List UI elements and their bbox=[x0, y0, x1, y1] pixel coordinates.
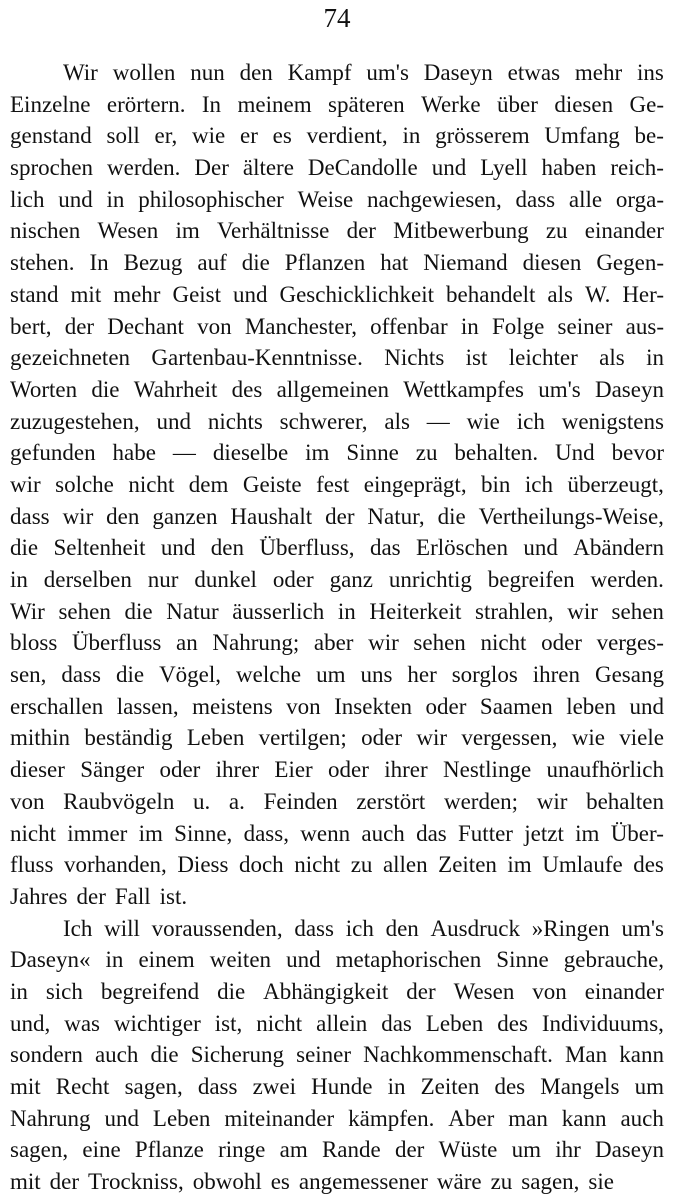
page-number: 74 bbox=[323, 3, 351, 33]
text-line: sprochen werden. Der ältere DeCandolle und Lyell haben reich- bbox=[10, 155, 664, 181]
text-line: nicht immer im Sinne, dass, wenn auch das Futter jetzt im Über- bbox=[10, 820, 664, 846]
text-line: bert, der Dechant von Manchester, offenbar in Folge seiner aus- bbox=[10, 313, 664, 339]
text-line: und, was wichtiger ist, nicht allein das Leben des Individuums, bbox=[10, 1010, 664, 1036]
text-line: in derselben nur dunkel oder ganz unrichtig begreifen werden. bbox=[10, 567, 664, 592]
text-line: Wir wollen nun den Kampf um's Daseyn etwas mehr ins bbox=[63, 60, 664, 85]
text-line: Ich will voraussenden, dass ich den Ausdruck »Ringen um's bbox=[63, 915, 664, 941]
text-line: dieser Sänger oder ihrer Eier oder ihrer Nestlinge unaufhörlich bbox=[10, 757, 664, 783]
text-line: die Seltenheit und den Überfluss, das Erlöschen und Abändern bbox=[10, 535, 664, 561]
text-line: lich und in philosophischer Weise nachgewiesen, dass alle orga- bbox=[10, 186, 664, 212]
text-line: Wir sehen die Natur äusserlich in Heiterkeit strahlen, wir sehen bbox=[10, 598, 664, 624]
text-line: wir solche nicht dem Geiste fest eingeprägt, bin ich überzeugt, bbox=[10, 471, 664, 497]
text-line: fluss vorhanden, Diess doch nicht zu allen Zeiten im Umlaufe des bbox=[10, 852, 664, 878]
paragraph bbox=[10, 913, 664, 1198]
text-line: mit Recht sagen, dass zwei Hunde in Zeiten des Mangels um bbox=[10, 1074, 664, 1099]
text-line: gezeichneten Gartenbau-Kenntnisse. Nichts ist leichter als in bbox=[10, 345, 664, 371]
text-line: bloss Überfluss an Nahrung; aber wir sehen nicht oder verges- bbox=[10, 630, 664, 656]
text-line: Einzelne erörtern. In meinem späteren Werke über diesen Ge- bbox=[10, 91, 664, 117]
text-line: in sich begreifend die Abhängigkeit der Wesen von einander bbox=[10, 978, 664, 1004]
body-text bbox=[10, 57, 664, 1198]
text-line: stand mit mehr Geist und Geschicklichkeit behandelt als W. Her- bbox=[10, 281, 664, 307]
text-line: von Raubvögeln u. a. Feinden zerstört werden; wir behalten bbox=[10, 788, 664, 814]
text-line: mit der Trockniss, obwohl es angemessener wäre zu sagen, sie bbox=[10, 1169, 614, 1195]
text-line: sagen, eine Pflanze ringe am Rande der Wüste um ihr Daseyn bbox=[10, 1137, 664, 1163]
text-line: gefunden habe — dieselbe im Sinne zu behalten. Und bevor bbox=[10, 440, 664, 466]
text-line: sen, dass die Vögel, welche um uns her sorglos ihren Gesang bbox=[10, 662, 664, 688]
text-line: nischen Wesen im Verhältnisse der Mitbewerbung zu einander bbox=[10, 218, 664, 244]
text-line: stehen. In Bezug auf die Pflanzen hat Niemand diesen Gegen- bbox=[10, 250, 664, 276]
text-line: Jahres der Fall ist. bbox=[10, 883, 188, 909]
text-line: sondern auch die Sicherung seiner Nachkommenschaft. Man kann bbox=[10, 1042, 664, 1068]
text-line: Nahrung und Leben miteinander kämpfen. Aber man kann auch bbox=[10, 1105, 664, 1131]
text-line: mithin beständig Leben vertilgen; oder wir vergessen, wie viele bbox=[10, 725, 664, 751]
text-line: dass wir den ganzen Haushalt der Natur, die Vertheilungs-Weise, bbox=[10, 503, 664, 529]
text-line: Worten die Wahrheit des allgemeinen Wettkampfes um's Daseyn bbox=[10, 376, 664, 402]
text-line: zuzugestehen, und nichts schwerer, als — wie ich wenigstens bbox=[10, 408, 664, 434]
paragraph bbox=[10, 57, 664, 913]
text-line: genstand soll er, wie er es verdient, in grösserem Umfang be- bbox=[10, 123, 664, 149]
text-line: erschallen lassen, meistens von Insekten oder Saamen leben und bbox=[10, 693, 664, 719]
text-line: Daseyn« in einem weiten und metaphorischen Sinne gebrauche, bbox=[10, 947, 664, 973]
